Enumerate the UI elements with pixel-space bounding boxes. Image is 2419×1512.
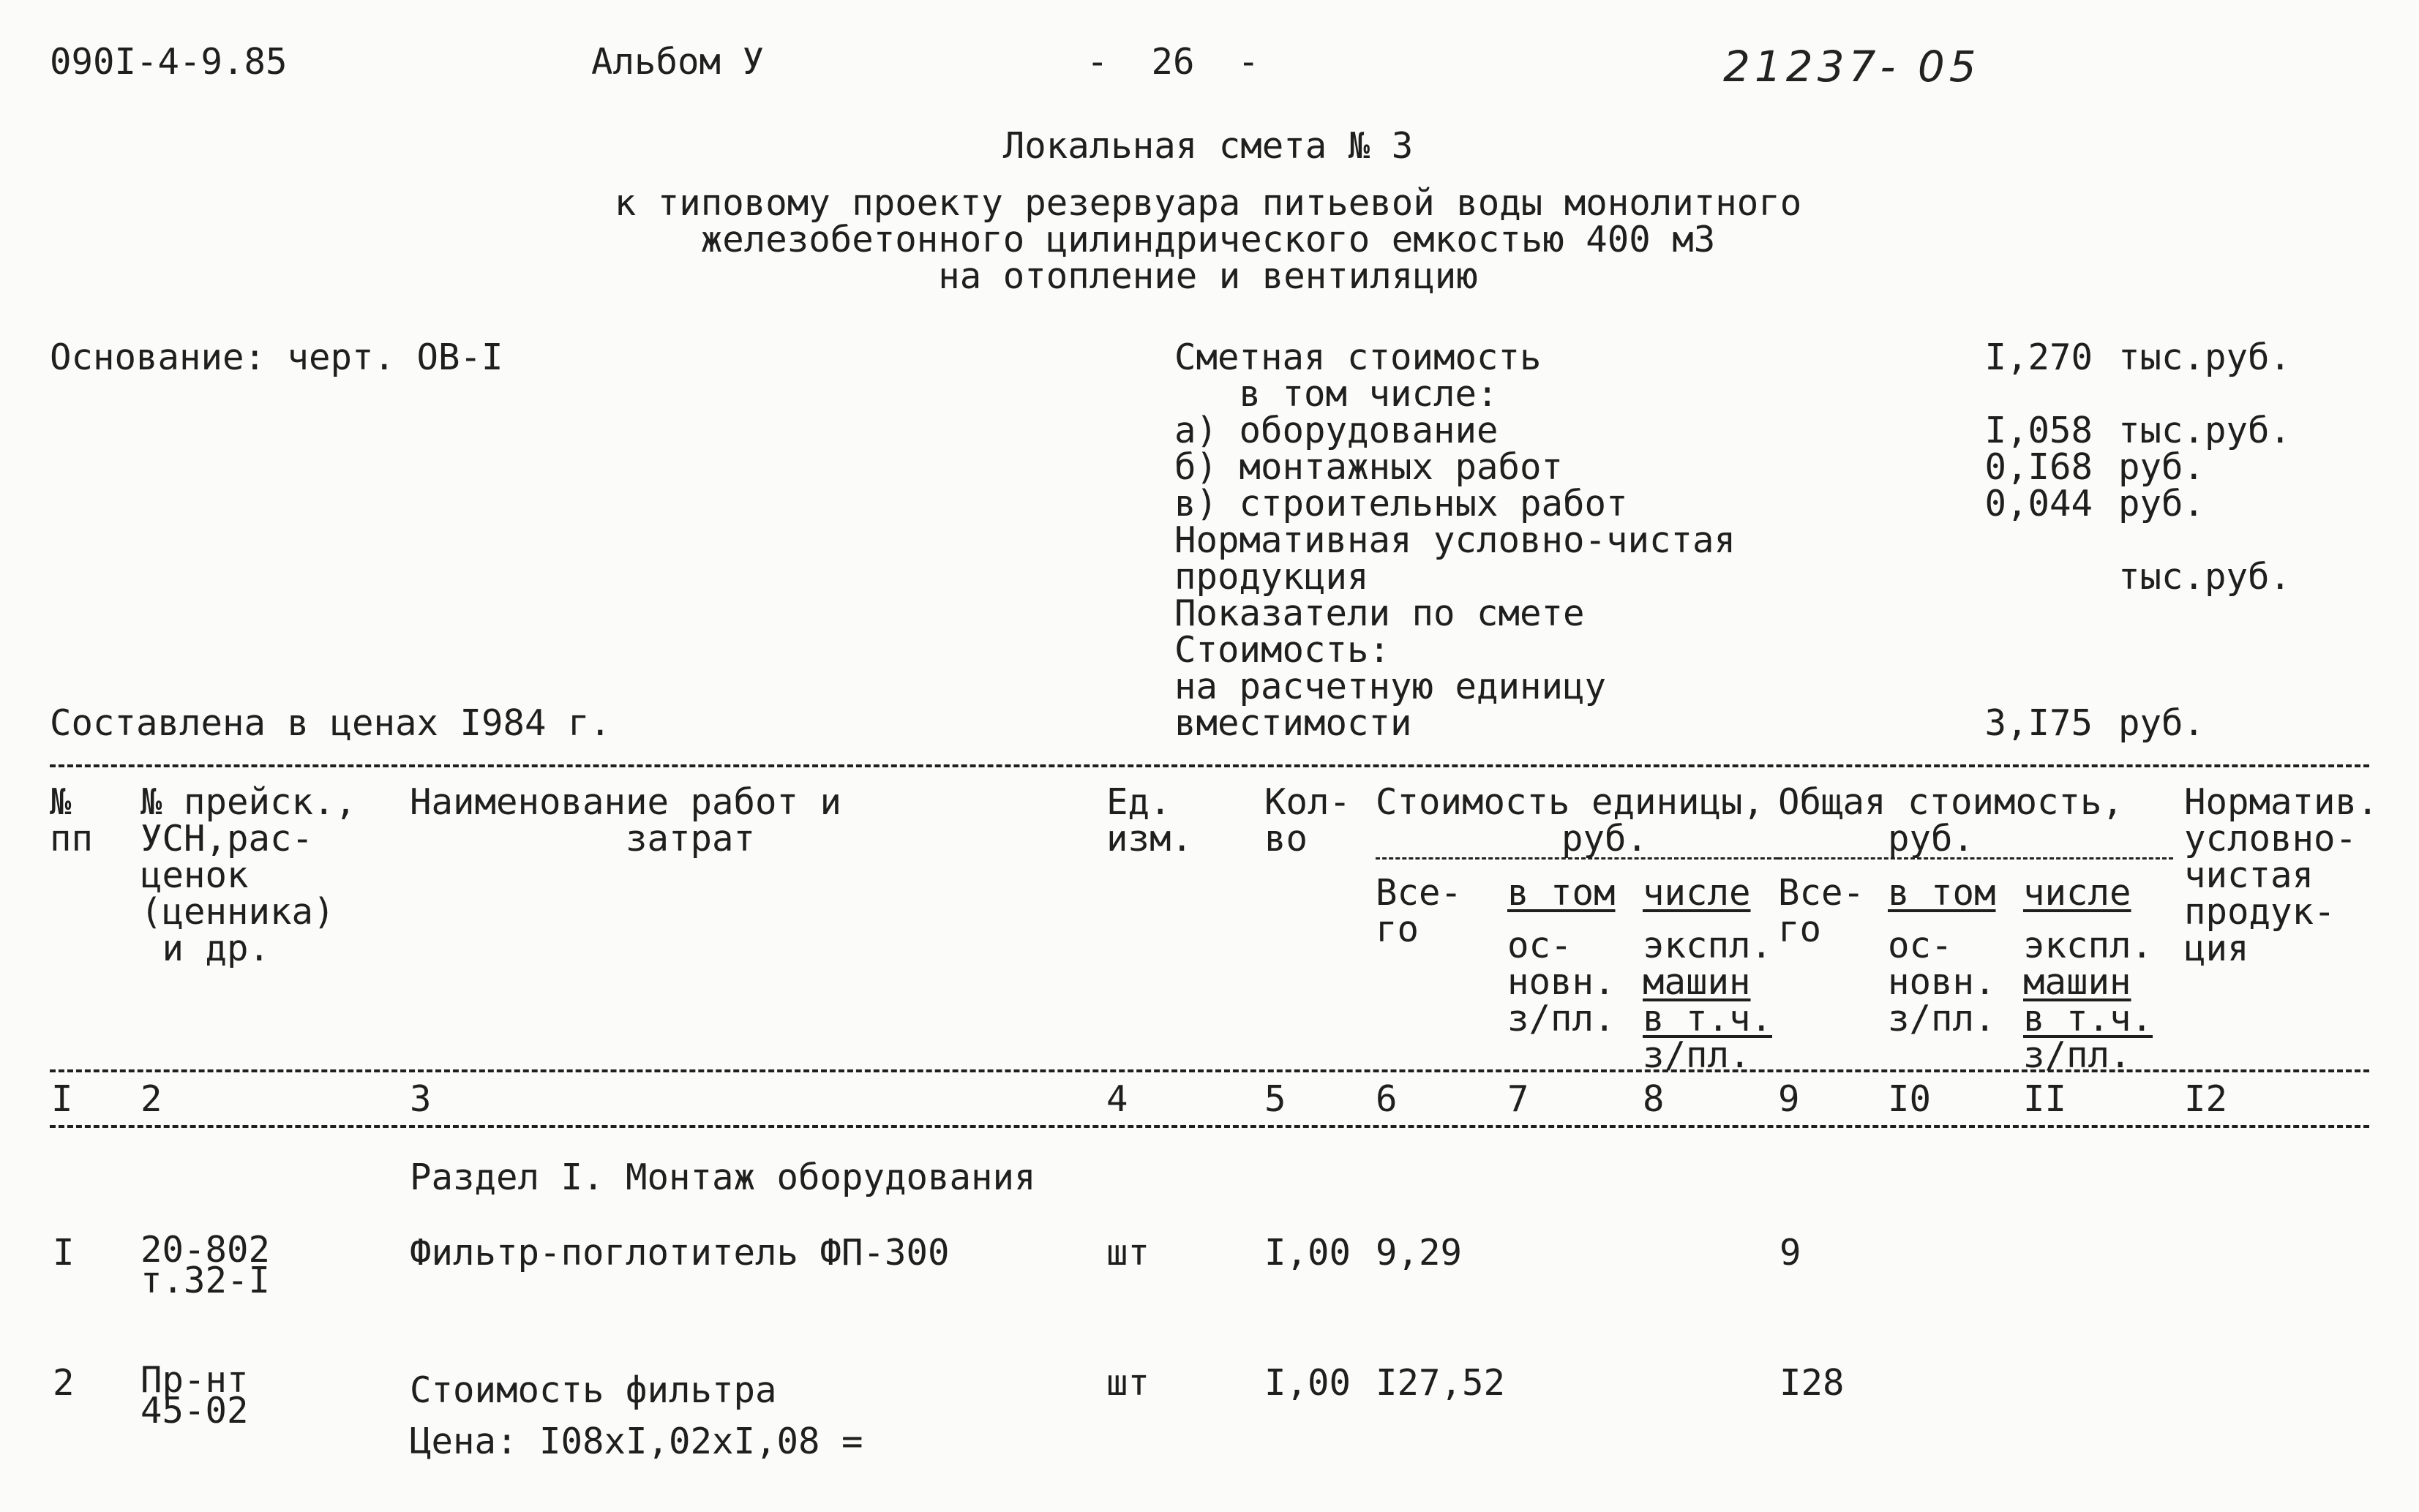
page-number: - 26 - [1087, 41, 1260, 83]
header-unit-incl-c: числе [1643, 872, 1751, 914]
ncp-unit: тыс.руб. [2118, 556, 2292, 598]
column-number: I [51, 1078, 73, 1120]
row-1-qty: I,00 [1264, 1232, 1351, 1274]
row-2-unit-total: I27,52 [1376, 1362, 1506, 1404]
total-cost-unit: тыс.руб. [2118, 336, 2292, 378]
summary-labels: Сметная стоимость в том числе: а) оборудование б) монтажных работ в) строительных работ Нормативная условно-чистая продукция Показатели по смете Стоимость: на расчетную единицу вместимости [1174, 336, 1736, 744]
header-unit-machines-2: машин [1643, 961, 1751, 1003]
row-1-unit: шт [1106, 1232, 1150, 1274]
header-qty: Кол- во [1264, 781, 1351, 860]
row-1-ref: 20-802 т.32-I [140, 1229, 271, 1301]
column-number: 6 [1376, 1078, 1398, 1120]
table-top-rule [50, 764, 2369, 767]
installation-unit: руб. [2118, 446, 2205, 488]
installation-value: 0,I68 [1984, 446, 2093, 488]
column-number: 3 [410, 1078, 432, 1120]
row-2-total: I28 [1779, 1362, 1845, 1404]
row-1-num: I [53, 1232, 75, 1274]
header-unit-machines-4: з/пл. [1643, 1034, 1751, 1076]
prices-year-text: Составлена в ценах I984 г. [50, 702, 612, 744]
header-unit-cost: Стоимость единицы, [1376, 781, 1765, 823]
per-unit-value: 3,I75 [1984, 702, 2093, 744]
row-2-qty: I,00 [1264, 1362, 1351, 1404]
column-number: 8 [1643, 1078, 1665, 1120]
construction-unit: руб. [2118, 483, 2205, 524]
row-2-num: 2 [53, 1362, 75, 1404]
column-number: 7 [1507, 1078, 1529, 1120]
column-number: 4 [1106, 1078, 1128, 1120]
header-total-incl-c: числе [2023, 872, 2131, 914]
header-total-cost-rub: руб. [1888, 818, 1975, 860]
header-bottom-rule [50, 1069, 2369, 1072]
header-name: Наименование работ и затрат [410, 781, 842, 860]
total-cost-value: I,270 [1984, 336, 2093, 378]
document-title: Локальная смета № 3 [1002, 125, 1414, 167]
header-price-ref: № прейск., УСН,рас- ценок (ценника) и др. [140, 781, 357, 969]
column-number: 9 [1778, 1078, 1800, 1120]
column-number: I2 [2184, 1078, 2228, 1120]
row-1-name: Фильтр-поглотитель ФП-300 [410, 1232, 950, 1274]
document-code: 090I-4-9.85 [50, 41, 288, 83]
header-total-machines-1: экспл. [2023, 925, 2153, 966]
equipment-unit: тыс.руб. [2118, 410, 2292, 451]
row-1-total: 9 [1779, 1232, 1801, 1274]
header-total-all: Все- го [1778, 872, 1865, 950]
header-total-cost: Общая стоимость, [1778, 781, 2124, 823]
total-cost-rule [1778, 857, 2173, 860]
document-subtitle: к типовому проекту резервуара питьевой воды монолитного железобетонного цилиндрического емкостью 400 м3 на отопление и вентиляцию [614, 182, 1802, 297]
header-total-machines-4: з/пл. [2023, 1034, 2131, 1076]
album-label: Альбом У [591, 41, 765, 83]
unit-cost-rule [1376, 857, 1778, 860]
column-numbers-rule [50, 1125, 2369, 1128]
header-ncp: Норматив. условно- чистая продук- ция [2184, 781, 2379, 969]
equipment-value: I,058 [1984, 410, 2093, 451]
row-2-ref: Пр-нт 45-02 [140, 1359, 249, 1432]
header-total-incl-t: в том [1888, 872, 1996, 914]
header-num: № пп [50, 781, 94, 860]
header-unit-cost-rub: руб. [1561, 818, 1649, 860]
column-number: 2 [140, 1078, 162, 1120]
column-number: I0 [1888, 1078, 1932, 1120]
header-unit-basic-wage: ос- новн. з/пл. [1507, 925, 1616, 1039]
column-number: 5 [1264, 1078, 1286, 1120]
row-2-unit: шт [1106, 1362, 1150, 1404]
header-unit-incl-t: в том [1507, 872, 1616, 914]
header-unit: Ед. изм. [1106, 781, 1193, 860]
per-unit-unit: руб. [2118, 702, 2205, 744]
header-unit-machines-1: экспл. [1643, 925, 1773, 966]
row-1-unit-total: 9,29 [1376, 1232, 1463, 1274]
construction-value: 0,044 [1984, 483, 2093, 524]
section-title: Раздел I. Монтаж оборудования [410, 1156, 1036, 1198]
header-total-basic-wage: ос- новн. з/пл. [1888, 925, 1996, 1039]
row-2-name: Стоимость фильтра Цена: I08хI,02хI,08 = [410, 1369, 863, 1462]
header-total-machines-2: машин [2023, 961, 2131, 1003]
header-unit-machines-3: в т.ч. [1643, 998, 1773, 1039]
basis-text: Основание: черт. ОВ-I [50, 336, 503, 378]
header-total-machines-3: в т.ч. [2023, 998, 2153, 1039]
header-unit-all: Все- го [1376, 872, 1463, 950]
handwritten-number: 21237- 05 [1723, 42, 1981, 91]
column-number: II [2023, 1078, 2067, 1120]
